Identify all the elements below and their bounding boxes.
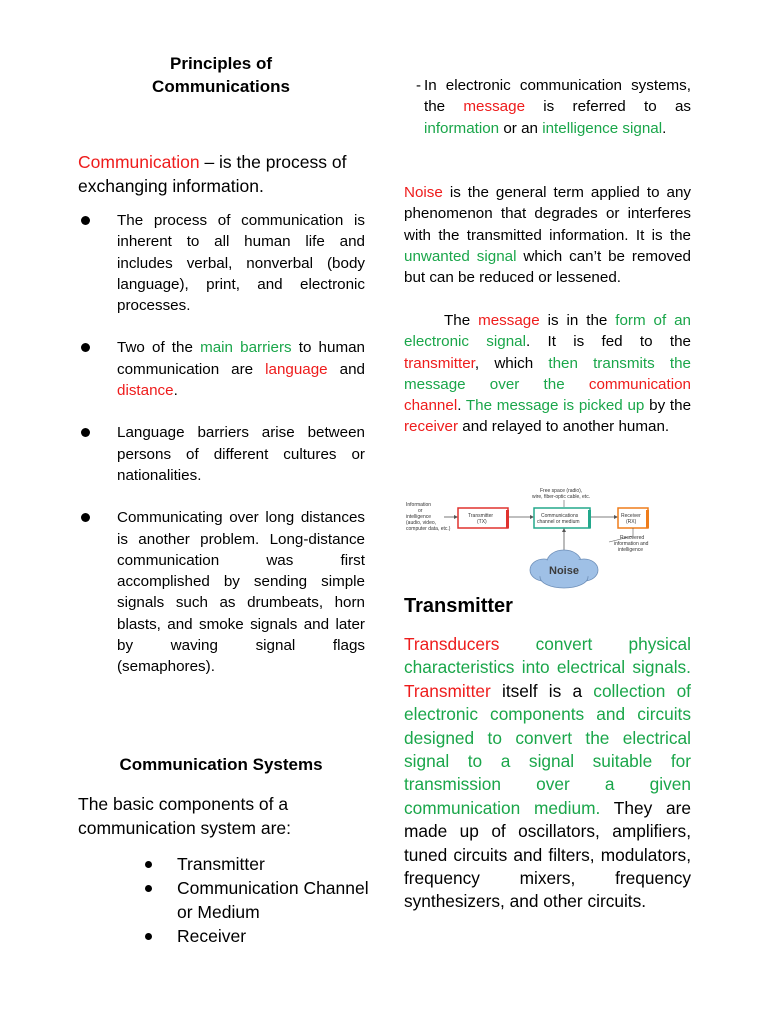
- channel-line-0: Communications: [541, 513, 579, 519]
- component-label: Communication Channel or Medium: [177, 878, 369, 922]
- bullet-item: [78, 422, 365, 486]
- dash-marker: -: [416, 77, 422, 94]
- tx-line-1: (TX): [477, 519, 487, 525]
- component-item: [140, 924, 370, 948]
- text-run: communication channel: [404, 375, 691, 415]
- paragraph-message-text: [424, 77, 691, 137]
- bullet-item: [78, 337, 365, 401]
- text-run: distance: [117, 382, 174, 400]
- recovered-line-2: intelligence: [618, 547, 644, 553]
- text-run: Noise: [404, 184, 443, 201]
- bullet-dot-icon: [81, 513, 90, 522]
- bullet-item: [78, 507, 365, 677]
- text-run: Transducers: [404, 634, 500, 654]
- bullet-dot-icon: [145, 933, 152, 940]
- text-run: [565, 376, 589, 393]
- title-line-1: Principles of: [169, 54, 273, 73]
- paragraph-message: [404, 75, 691, 139]
- section-heading: Communication Systems: [119, 755, 323, 774]
- bullet-dot-icon: [81, 428, 90, 437]
- info-line-2: intelligence: [406, 514, 432, 520]
- text-run: which can’t be removed but can be reduced or lessened.: [404, 247, 691, 287]
- component-label: Receiver: [177, 926, 247, 946]
- component-item: [140, 876, 370, 924]
- paragraph-message-flow: [404, 310, 691, 438]
- text-run: .: [457, 397, 466, 415]
- text-run: The process of communication is inherent to all human life and includes verbal, nonverbal (body language), print, and electronic processes.: [117, 212, 365, 315]
- info-line-1: or: [418, 508, 423, 514]
- definition-term: Communication: [78, 152, 200, 172]
- info-line-3: (audio, video,: [406, 520, 437, 526]
- component-label: Transmitter: [177, 854, 265, 874]
- components-list: [140, 852, 370, 948]
- text-run: and: [327, 360, 365, 378]
- receiver-box-edge: [646, 510, 649, 528]
- noise-cloud: [530, 550, 598, 588]
- page-title: [78, 52, 364, 98]
- text-run: .: [173, 382, 178, 400]
- text-run: is the general term applied to any phenomenon that degrades or interferes with the transmitted information. It is the: [404, 184, 691, 244]
- rx-line-0: Receiver: [621, 513, 641, 519]
- text-run: transmitter: [404, 354, 475, 372]
- text-run: .: [662, 119, 667, 137]
- text-run: intelligence signal: [542, 119, 663, 137]
- text-run: , which: [474, 354, 549, 372]
- noise-label: Noise: [549, 565, 579, 577]
- bullet-dot-icon: [81, 343, 90, 352]
- text-run: In electronic communication systems, the: [424, 77, 691, 116]
- text-run: collection of electronic components and circuits designed to convert the electrical signal to a signal suitable for transmission over a given communication medium.: [404, 680, 691, 818]
- text-run: Language barriers arise between persons of different cultures or nationalities.: [117, 424, 365, 484]
- text-run: They are made up of oscillators, amplifiers, tuned circuits and filters, modulators, frequency mixers, frequency synthesizers, and other circuits.: [404, 797, 691, 912]
- bullet-list: [78, 210, 365, 699]
- text-run: language: [265, 360, 328, 378]
- text-run: or an: [499, 119, 543, 137]
- component-item: [140, 852, 370, 876]
- paragraph-transmitter: [404, 633, 691, 914]
- text-run: Transmitter: [404, 680, 491, 701]
- text-run: unwanted signal: [404, 247, 517, 265]
- text-run: information: [424, 119, 500, 137]
- text-run: . It is fed to the: [525, 333, 691, 351]
- text-run: The: [444, 312, 479, 329]
- title-line-2: Communications: [152, 77, 290, 96]
- text-run: message: [478, 312, 540, 329]
- bullet-item: [78, 210, 365, 316]
- recovered-line-1: information and: [614, 541, 649, 547]
- text-run: is referred to as: [525, 98, 691, 116]
- info-line-0: Information: [406, 502, 432, 508]
- text-run: receiver: [404, 418, 459, 436]
- text-run: itself is a: [490, 680, 594, 701]
- transmitter-box-edge: [506, 510, 509, 528]
- rx-line-1: (RX): [626, 519, 637, 525]
- channel-box-edge: [588, 510, 591, 528]
- text-run: Two of the: [117, 339, 201, 357]
- text-run: message: [463, 98, 526, 116]
- text-run: by the: [644, 397, 692, 415]
- text-run: and relayed to another human.: [458, 418, 670, 436]
- bullet-dot-icon: [145, 861, 152, 868]
- text-run: is in the: [539, 312, 616, 329]
- text-run: convert physical characteristics into electrical signals.: [404, 634, 691, 678]
- communication-definition: [78, 150, 368, 198]
- text-run: to human communication are: [117, 339, 365, 378]
- recovered-line-0: Recovered: [620, 535, 645, 541]
- text-run: main barriers: [200, 339, 292, 357]
- top-line-0: Free space (radio),: [540, 488, 583, 494]
- text-run: The message is picked up: [465, 397, 645, 415]
- bullet-dot-icon: [145, 885, 152, 892]
- top-line-1: wire, fiber-optic cable, etc.: [532, 494, 591, 500]
- text-run: then transmits the message over the: [404, 354, 691, 393]
- text-run: Communicating over long distances is another problem. Long-distance communication was first accomplished by sending simple signals such as drumbeats, horn blasts, and smoke signals and later by waving signal flags (semaphores).: [117, 509, 365, 676]
- text-run: form of an electronic signal: [404, 312, 691, 351]
- definition-text: – is the process of exchanging information.: [78, 152, 347, 196]
- info-line-4: computer data, etc.): [406, 526, 451, 532]
- transmitter-heading: Transmitter: [404, 595, 513, 617]
- basic-components-text: The basic components of a communication system are:: [78, 794, 291, 838]
- tx-line-0: Transmitter: [468, 513, 494, 519]
- paragraph-noise: [404, 182, 691, 288]
- communication-system-diagram: [404, 484, 691, 590]
- bullet-dot-icon: [81, 216, 90, 225]
- channel-line-1: channel or medium: [537, 519, 580, 525]
